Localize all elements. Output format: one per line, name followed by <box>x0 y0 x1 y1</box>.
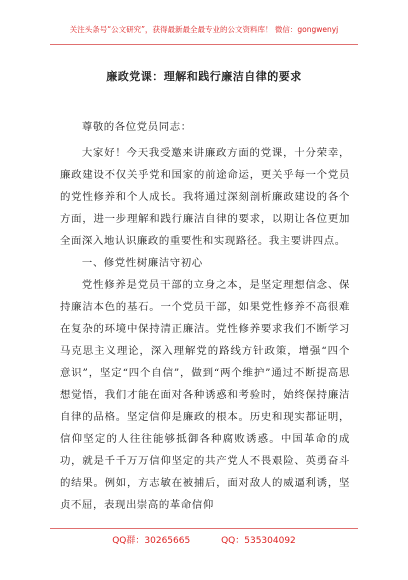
paragraph-body: 党性修养是党员干部的立身之本，是坚定理想信念、保持廉洁本色的基石。一个党员干部，如果党性修养不高很难在复杂的环境中保持清正廉洁。党性修养要求我们不断学习马克思主义理论，深入理解党的路线方针政策，增强“四个意识”，坚定“四个自信”，做到“两个维护”通过不断提高思想觉悟，我们才能在面对各种诱惑和考验时，始终保持廉洁自律的品格。坚定信仰是廉政的根本。历史和现实都证明，信仰坚定的人往往能够抵御各种腐败诱惑。中国革命的成功，就是千千万万信仰坚定的共产党人不畏艰险、英勇奋斗的结果。例如，方志敏在被捕后，面对敌人的威逼利诱，坚贞不屈，表现出崇高的革命信仰 <box>60 279 350 511</box>
footer-divider <box>50 528 358 529</box>
footer <box>0 533 408 546</box>
footer-qq: QQ：535304092 <box>221 536 296 546</box>
document-title: 廉政党课：理解和践行廉洁自律的要求 <box>106 70 302 83</box>
section-heading: 一、修党性树廉洁守初心 <box>81 257 203 269</box>
document-body <box>60 116 350 516</box>
header-note: 关注头条号“公文研究”，获得最新最全最专业的公文资料库！ 微信：gongwenyj <box>69 25 339 34</box>
header-divider <box>50 44 358 45</box>
footer-qq-group: QQ群：30265665 <box>112 536 191 546</box>
greeting: 尊敬的各位党员同志： <box>81 121 192 133</box>
paragraph-intro: 大家好！今天我受邀来讲廉政方面的党课，十分荣幸，廉政建设不仅关乎党和国家的前途命运，更关乎每一个党员的党性修养和个人成长。我将通过深刻剖析廉政建设的各个方面，进一步理解和践行廉洁自律的要求，以期让各位更加全面深入地认识廉政的重要性和实现路径。我主要讲四点。 <box>60 147 350 247</box>
